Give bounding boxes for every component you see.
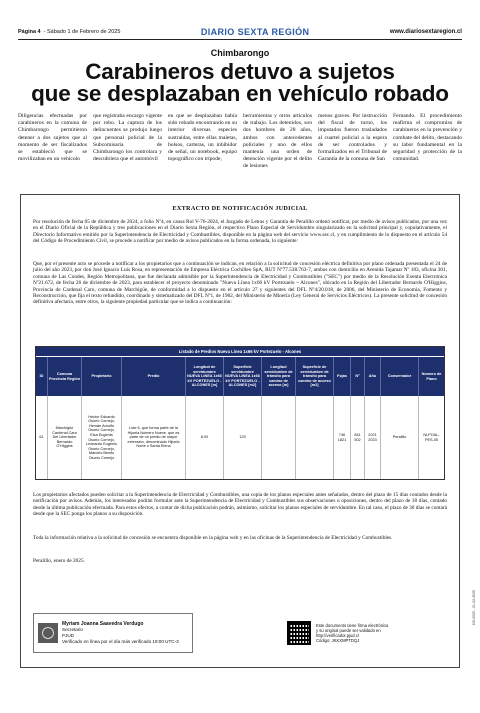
notice-paragraph-3: Los propietarios afectados pueden solicitar a la Superintendencia de Electricidad y Combustibles, una copia de los planos especiales antes señalados, dentro del plazo de 15 días contados desde la notificación por avisos. Además, los interesados podrán formular ante la Superintendencia de Electricidad y Combustibles sus observaciones u oposiciones, dentro del plazo de 30 días, contado desde la última publicación efectuada. Para estos efectos, a contar de dicha publicación podrán, asimismo, solicitar los planos especiales de servidumbre. En tal caso, el plazo de 30 días se contará desde que la SEC ponga los planos a su disposición. (33, 492, 447, 518)
owner-line: Marcelo Benito (88, 451, 115, 456)
cell-fojas: 746 1821 (334, 396, 351, 479)
signer-role: Secretario (62, 627, 83, 633)
owner-line: Hernán Arnulfo (88, 423, 115, 428)
headline-line-2: que se desplazaban en vehículo robado (31, 81, 449, 106)
page-info (18, 29, 120, 35)
header-conservador: Conservador (381, 357, 419, 396)
article-column-1: Diligencias efectuadas por carabineros en la comuna de Chimbarongo permitieron detener a dos sujetos que al momento de ser fiscalizados se estableció que se movilizaban en un vehículo (18, 113, 87, 163)
owner-line: Osorio Cornejo, (88, 446, 115, 451)
article-column-6: Fernando. El procedimiento reafirma el compromiso de carabineros en la prevención y combate del delito, destacando su labor fundamental en la seguridad y protección de la comunidad. (393, 113, 462, 163)
header-longitud: Longitud de servidumbre NUEVA LINEA 1x66 kV PORTEZUELO - ALCONES [m] (186, 357, 224, 396)
header-numero: Nº (351, 357, 365, 396)
verify-line-1: Este documento tiene firma electrónica (316, 623, 389, 628)
signature-block (33, 613, 193, 653)
cell-superficie-transito (296, 396, 334, 479)
cell-predio: Lote 6, que forma parte de la Hijuela Número Nueve, que es parte de un predio de mayor extensión, denominado Hijuela Norte o Santa Elena (122, 396, 186, 479)
notice-paragraph-4: Toda la información relativa a la solicitud de concesión se encuentra disponible en la página web y en las oficinas de la Superintendencia de Electricidad y Combustibles. (33, 535, 393, 541)
cell-superficie: 123 (224, 396, 262, 479)
header-fojas: Fojas (334, 357, 351, 396)
cell-comuna: Marchigüe Cardenal Caro Del Libertador Bernardo O'Higgins (48, 396, 82, 479)
owner-line: Héctor Eduardo (88, 414, 115, 419)
qr-code-icon[interactable] (287, 621, 311, 645)
verify-code: Código: JKKXMPTDQJ (316, 638, 360, 643)
header-id: ID (36, 357, 48, 396)
verify-url[interactable]: http://verificador.pjud.cl (316, 633, 359, 638)
signer-note: Verificado en línea por el día más verificado 19:00 UTC-3 (62, 638, 179, 644)
header-superficie: Superficie servidumbre NUEVA LINEA 1x66 kV PORTEZUELO - ALCONES [m2] (224, 357, 262, 396)
signer-name: Myriam Joanna Saavedra Verdugo (62, 620, 144, 627)
article-body (18, 113, 462, 187)
site-url[interactable]: www.diariosextaregion.cl (389, 28, 462, 35)
owner-line: Leonardo Eugenio (85, 442, 118, 447)
owner-line: Osorio Cornejo, (88, 428, 115, 433)
masthead: DIARIO SEXTA REGIÓN (200, 26, 310, 37)
headline (0, 61, 480, 105)
judicial-notice (20, 194, 460, 668)
cell-longitud-transito (262, 396, 296, 479)
notice-paragraph-2: Que, por el presente acto se procede a notificar a los propietarios que a continuación se indican, en relación a la solicitud de concesión eléctrica definitiva por plano ordenada presentada el 24 de julio del año 2023, por don José Ignacio Luis Rosa, en representación de Empresa Eléctrica Cochilleo SpA, RUT Nº77.538.763-7, ambos con domicilio en Avenida Tajamar Nº 183, oficina 301, comuna de Las Condes, Región Metropolitana, que fue declarada admisible por la Superintendencia de Electricidad y Combustibles ("SEC") por medio de la Resolución Exenta Electrónica Nº21.672, de fecha 26 de diciembre de 2023, para establecer el proyecto denominado "Nueva Línea 1x66 kV Portezuelo – Alcones", ubicado en la Región del Libertador Bernardo O'Higgins, Provincia de Cardenal Caro, comuna de Marchigüe, de conformidad a lo dispuesto en el artículo 27 y siguientes del DFL Nº4/20.018, de 2006, del Ministerio de Economía, Fomento y Reconstrucción, que fija el texto refundido, coordinado y sistematizado del DFL Nº1, de 1982, del Ministerio de Minería (Ley General de Servicios Eléctricos). La presente solicitud de concesión definitiva afectaría, entre otros, la siguiente propiedad particular que se indica a continuación: (33, 261, 447, 306)
table-title: Listado de Predios Nueva Línea 1x66 kV Portezuelo - Alcones (36, 347, 444, 356)
owner-line: Osorio Cornejo, (88, 437, 115, 442)
issue-date: - Sábado 1 de Febrero de 2025 (43, 28, 121, 35)
cell-numero: 841 502 (351, 396, 365, 479)
notice-paragraph-1: Por resolución de fecha 05 de diciembre de 2024, a folio Nº4, en causa Rol V-76-2024, el Juzgado de Letras y Garantía de Peralillo ordenó notificar, por medio de avisos publicados, por una vez en el Diario Oficial de la República y tres publicaciones en el Diario Sexta Región, el respectivo Plano Especial de Servidumbre singularizado en la solicitud principal y, copulativamente, el Directorio Informativo emitido por la Superintendencia de Electricidad y Combustibles, disponible en la página web del servicio www.sec.cl, y en cumplimiento de lo dispuesto en el artículo 54 del Código de Procedimiento Civil, se procede a notificar por medio de avisos publicados en la forma ordenada, lo siguiente: (33, 219, 447, 245)
notice-place-date: Peralillo, enero de 2025. (33, 558, 85, 564)
property-table (35, 346, 445, 480)
notice-title: EXTRACTO DE NOTIFICACIÓN JUDICIAL (172, 205, 308, 212)
header-plano: Número de Plano (421, 371, 442, 381)
article-column-5: menos graves. Por instrucción del fiscal de turno, los imputados fueron trasladados al cuartel policial a la espera de ser controlados y formalizados en el Tribunal de Garantía de la comuna de San (318, 113, 387, 163)
cell-anio: 2021 2023 (365, 396, 381, 479)
owner-line: Osorio Cornejo, (88, 419, 115, 424)
header-anio: Año (365, 357, 381, 396)
article-column-2: que registraba encargo vigente por robo. La captura de los delincuentes se produjo luego que personal policial de la Subcomisaría de Chimbarongo los controlara y descubriera que el automóvil (93, 113, 162, 163)
cell-plano: NLPOAL-PES-05 (423, 432, 440, 442)
seal-icon (38, 623, 58, 643)
verify-line-2: y su original puede ser validado en (316, 628, 381, 633)
header-propietario: Propietario (82, 357, 122, 396)
verification-text (316, 623, 388, 643)
side-code: DS-0009 - 01-02-2025 (472, 590, 476, 625)
cell-propietario (82, 396, 122, 479)
page-number: Página 4 (18, 28, 41, 35)
header-comuna: Comuna Provincia Región (48, 357, 82, 396)
table-row (36, 396, 444, 479)
signature-text (62, 622, 179, 644)
header-superficie-transito: Superficie de servidumbre de tránsito para camino de acceso [m2] (296, 357, 334, 396)
header-predio: Predio (122, 357, 186, 396)
owner-line: Osorio Cornejo (88, 455, 115, 460)
section-label: Chimbarongo (210, 48, 270, 58)
cell-conservador: Peralillo (381, 396, 419, 479)
verification-block (287, 613, 447, 653)
headline-line-1: Carabineros detuvo a sujetos (85, 59, 395, 84)
article-column-3: en que se desplazaban había sido robado encontrando en su interior diversas especies sustraídas, entre ellas maletas, bolsos, carteras, un inhibidor de señal, un notebook, equipo topográfico con trípode, (168, 113, 237, 163)
header-longitud-transito: Longitud servidumbre de tránsito para camino de acceso [m] (262, 357, 296, 396)
cell-id: 61 (36, 396, 48, 479)
article-column-4: herramientas y otros artículos de trabajo. Los detenidos, son dos hombres de 28 años, ambos con antecedentes policiales y uno de ellos mantenía una orden de detención vigente por el delito de lesiones (243, 113, 312, 170)
table-header-row (36, 356, 444, 396)
owner-line: Elsa Eugenia (90, 432, 113, 437)
signer-court: PJUD (62, 633, 74, 638)
page-header (18, 26, 462, 40)
cell-longitud: 8,00 (186, 396, 224, 479)
